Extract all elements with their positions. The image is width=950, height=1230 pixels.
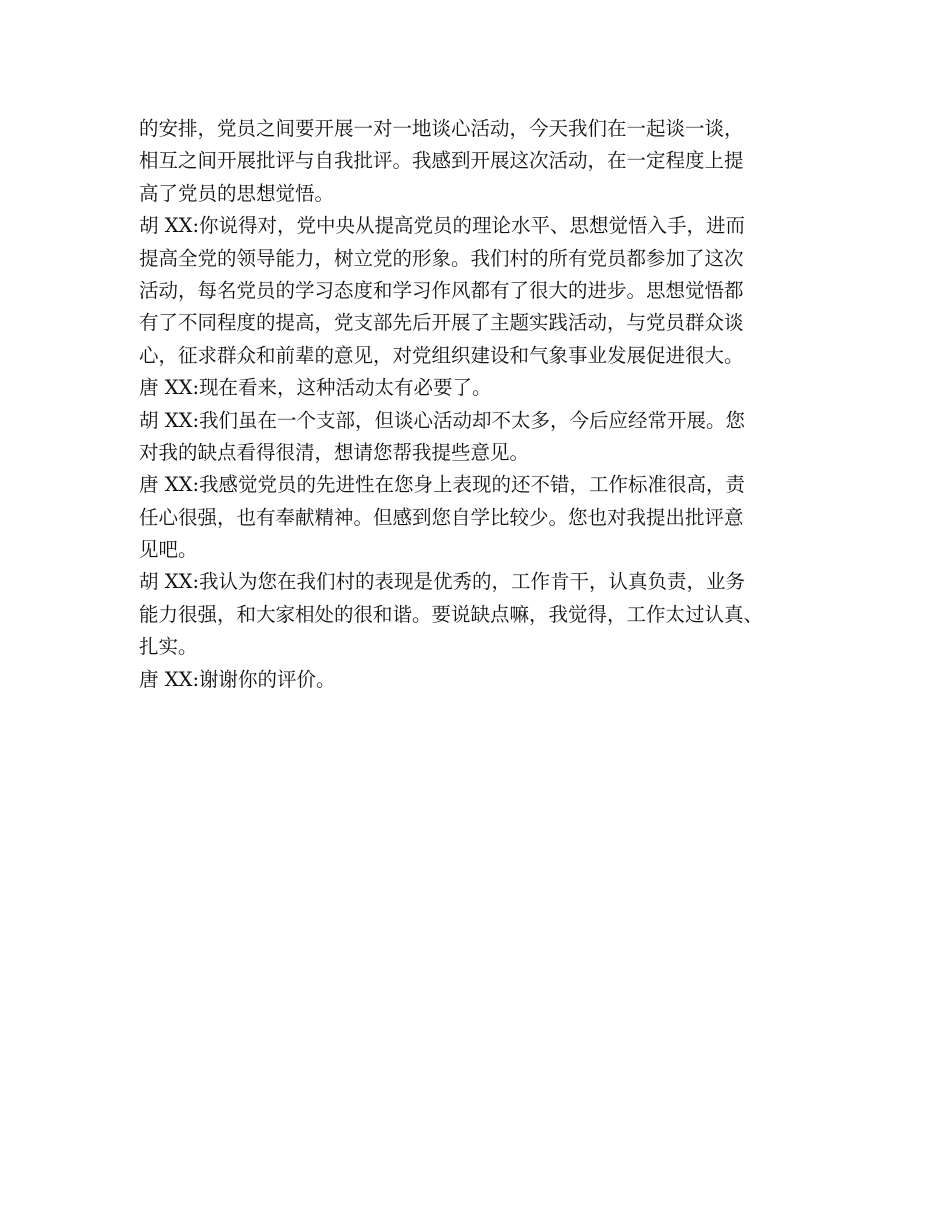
text-line: 的安排，党员之间要开展一对一地谈心活动，今天我们在一起谈一谈， (139, 117, 744, 140)
text-line: 对我的缺点看得很清，想请您帮我提些意见。 (139, 440, 530, 464)
text-line: 提高全党的领导能力，树立党的形象。我们村的所有党员都参加了这次 (139, 246, 744, 270)
text-line: 活动，每名党员的学习态度和学习作风都有了很大的进步。思想觉悟都 (139, 278, 744, 302)
text-line: 能力很强，和大家相处的很和谐。要说缺点嘛，我觉得，工作太过认真、 (139, 602, 764, 626)
text-line: 胡 XX:我们虽在一个支部，但谈心活动却不太多，今后应经常开展。您 (139, 408, 746, 432)
text-line: 扎实。 (139, 635, 198, 659)
text-line: 唐 XX:我感觉党员的先进性在您身上表现的还不错，工作标准很高，责 (139, 473, 746, 497)
dialogue-text (139, 113, 829, 696)
text-line: 有了不同程度的提高，党支部先后开展了主题实践活动，与党员群众谈 (139, 311, 744, 335)
text-line: 胡 XX:你说得对，党中央从提高党员的理论水平、思想觉悟入手，进而 (139, 214, 746, 238)
text-line: 唐 XX:谢谢你的评价。 (139, 667, 336, 691)
text-line: 任心很强，也有奉献精神。但感到您自学比较少。您也对我提出批评意 (139, 505, 744, 529)
text-line: 高了党员的思想觉悟。 (139, 181, 335, 205)
text-line: 唐 XX:现在看来，这种活动太有必要了。 (139, 376, 492, 400)
text-line: 胡 XX:我认为您在我们村的表现是优秀的，工作肯干，认真负责，业务 (139, 570, 746, 594)
text-line: 见吧。 (139, 538, 198, 562)
text-line: 心，征求群众和前辈的意见，对党组织建设和气象事业发展促进很大。 (139, 343, 744, 367)
text-line: 相互之间开展批评与自我批评。我感到开展这次活动，在一定程度上提 (139, 149, 744, 173)
